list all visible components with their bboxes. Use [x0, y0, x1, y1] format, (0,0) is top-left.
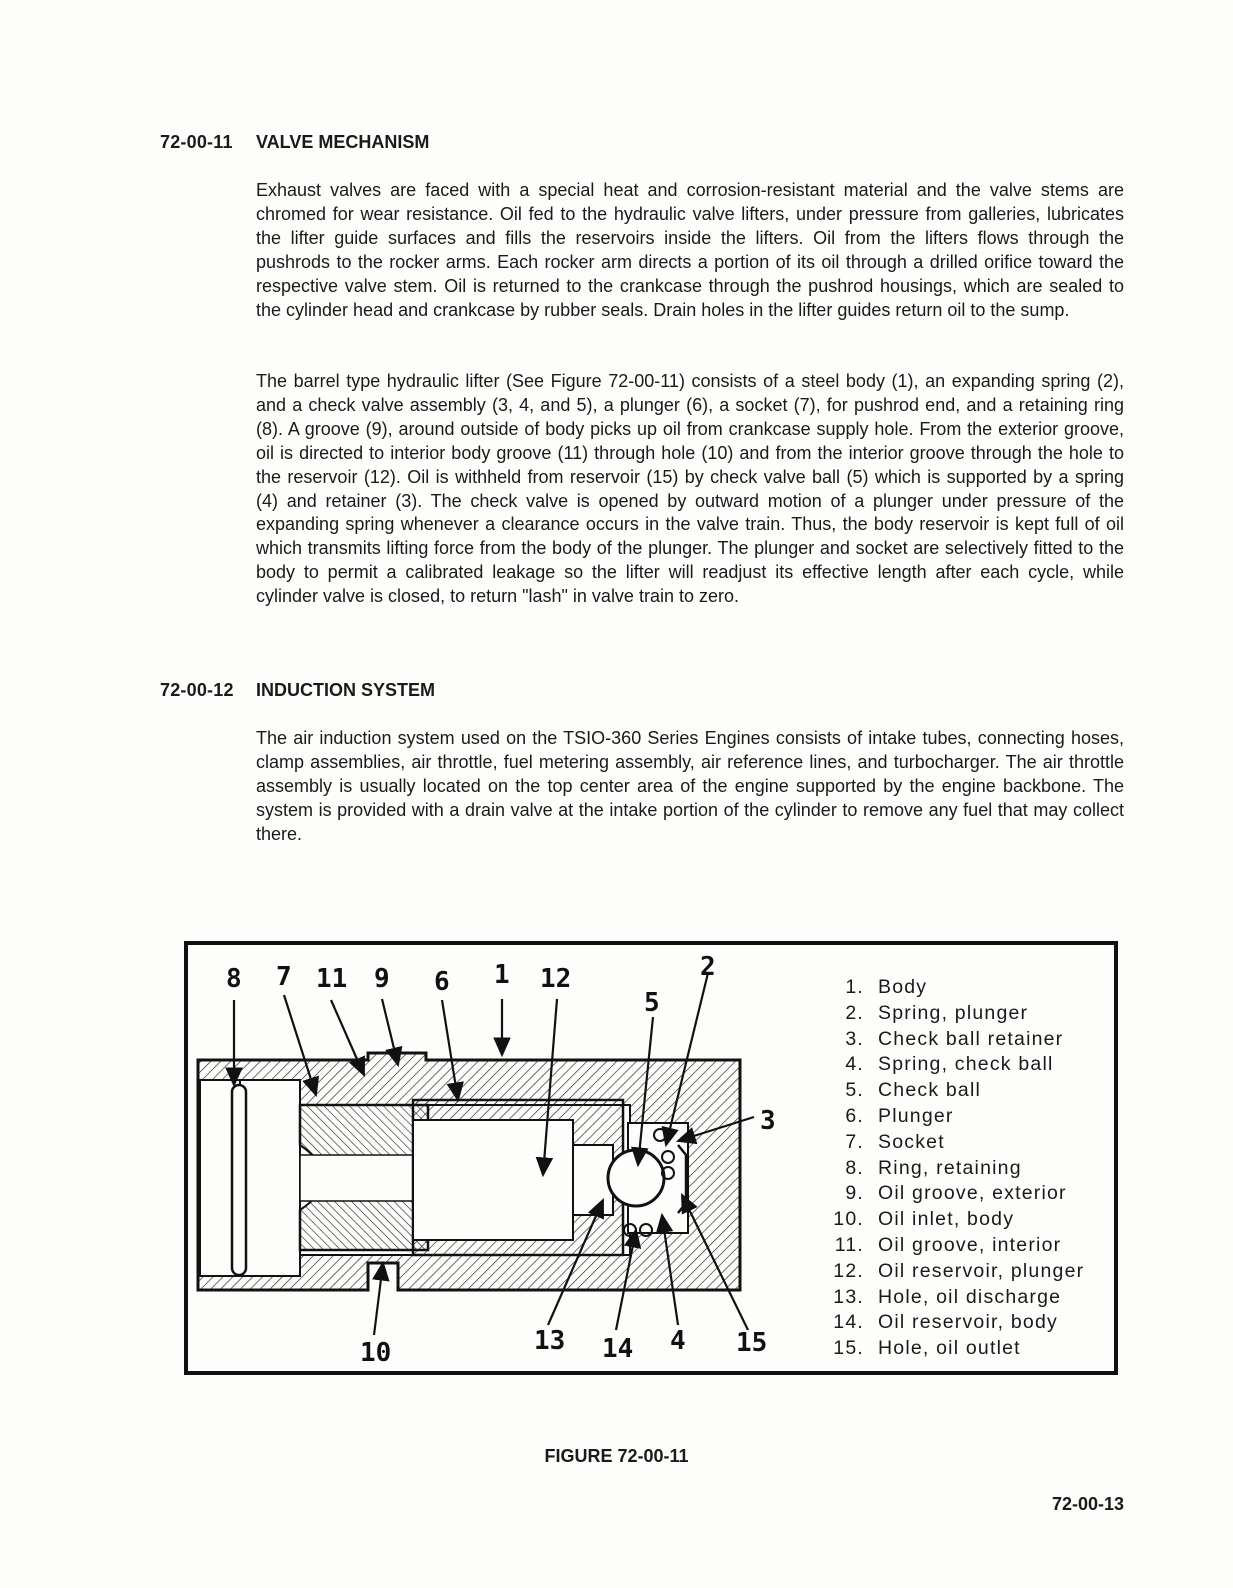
legend-item: 13. Hole, oil discharge: [833, 1285, 1062, 1308]
legend-item: 14. Oil reservoir, body: [833, 1311, 1058, 1334]
check-ball: [608, 1150, 664, 1206]
callout-13: 13: [534, 1326, 566, 1356]
section-title: INDUCTION SYSTEM: [256, 680, 436, 700]
section-number: 72-00-11: [160, 132, 233, 152]
callout-8: 8: [226, 964, 242, 994]
legend-item: 4. Spring, check ball: [845, 1053, 1054, 1076]
legend-item: 8. Ring, retaining: [845, 1156, 1022, 1179]
callout-3: 3: [760, 1106, 776, 1136]
legend-item: 3. Check ball retainer: [845, 1027, 1064, 1050]
legend-item: 2. Spring, plunger: [845, 1001, 1029, 1024]
legend-item: 10. Oil inlet, body: [833, 1208, 1015, 1231]
callout-12: 12: [540, 964, 572, 994]
paragraph: The barrel type hydraulic lifter (See Figure 72-00-11) consists of a steel body (1), an expanding spring (2), and a check valve assembly (3, 4, and 5), a plunger (6), a socket (7), for pushrod end, and a retaining ring (8). A groove (9), around outside of body picks up oil from crankcase supply hole. From the exterior groove, oil is directed to interior body groove (11) through hole (10) and from the interior groove through the hole to the reservoir (12). Oil is withheld from reservoir (15) by check valve ball (5) which is supported by a spring (4) and retainer (3). The check valve is opened by outward motion of a plunger under pressure of the expanding spring whenever a clearance occurs in the valve train. Thus, the body reservoir is kept full of oil which transmits lifting force from the body of the plunger. The plunger and socket are selectively fitted to the body to permit a calibrated leakage so the lifter will readjust its effective length after each cycle, while cylinder valve is closed, to return "lash" in valve train to zero.: [256, 371, 1124, 607]
callout-1: 1: [494, 960, 510, 990]
callout-4: 4: [670, 1326, 686, 1356]
legend-item: 6. Plunger: [845, 1104, 954, 1127]
callout-7: 7: [276, 962, 292, 992]
retaining-ring: [232, 1085, 246, 1275]
legend-item: 11. Oil groove, interior: [834, 1233, 1062, 1256]
callout-2: 2: [700, 952, 716, 982]
figure-legend: [828, 975, 1084, 1362]
callout-15: 15: [736, 1328, 768, 1358]
figure-hydraulic-lifter: [184, 941, 1118, 1375]
callout-9: 9: [374, 964, 390, 994]
figure-caption: FIGURE 72-00-11: [544, 1446, 689, 1466]
plunger: [413, 1100, 623, 1255]
callout-10: 10: [360, 1338, 392, 1368]
callout-6: 6: [434, 967, 450, 997]
legend-item: 7. Socket: [845, 1130, 945, 1153]
section-number: 72-00-12: [160, 680, 234, 700]
callout-11: 11: [316, 964, 348, 994]
legend-item: 1. Body: [845, 976, 928, 998]
legend-item: 12. Oil reservoir, plunger: [833, 1259, 1085, 1282]
paragraph: Exhaust valves are faced with a special heat and corrosion-resistant material and the valve stems are chromed for wear resistance. Oil fed to the hydraulic valve lifters, under pressure from galleries, lubricates the lifter guide surfaces and fills the reservoirs inside the lifters. Oil from the lifters flows through the pushrods to the rocker arms. Each rocker arm directs a portion of its oil through a drilled orifice toward the respective valve stem. Oil is returned to the crankcase through the pushrod housings, which are sealed to the cylinder head and crankcase by rubber seals. Drain holes in the lifter guides return oil to the sump.: [256, 180, 1124, 320]
legend-item: 5. Check ball: [845, 1079, 982, 1102]
callout-5: 5: [644, 988, 660, 1018]
legend-item: 15. Hole, oil outlet: [833, 1337, 1021, 1360]
paragraph: The air induction system used on the TSIO-360 Series Engines consists of intake tubes, connecting hoses, clamp assemblies, air throttle, fuel metering assembly, air reference lines, and turbocharger. The air throttle assembly is usually located on the top center area of the engine supported by the engine backbone. The system is provided with a drain valve at the intake portion of the cylinder to remove any fuel that may collect there.: [256, 728, 1124, 844]
page-number: 72-00-13: [1051, 1494, 1124, 1514]
section-title: VALVE MECHANISM: [256, 132, 430, 152]
callout-14: 14: [602, 1334, 634, 1364]
legend-item: 9. Oil groove, exterior: [845, 1182, 1067, 1205]
